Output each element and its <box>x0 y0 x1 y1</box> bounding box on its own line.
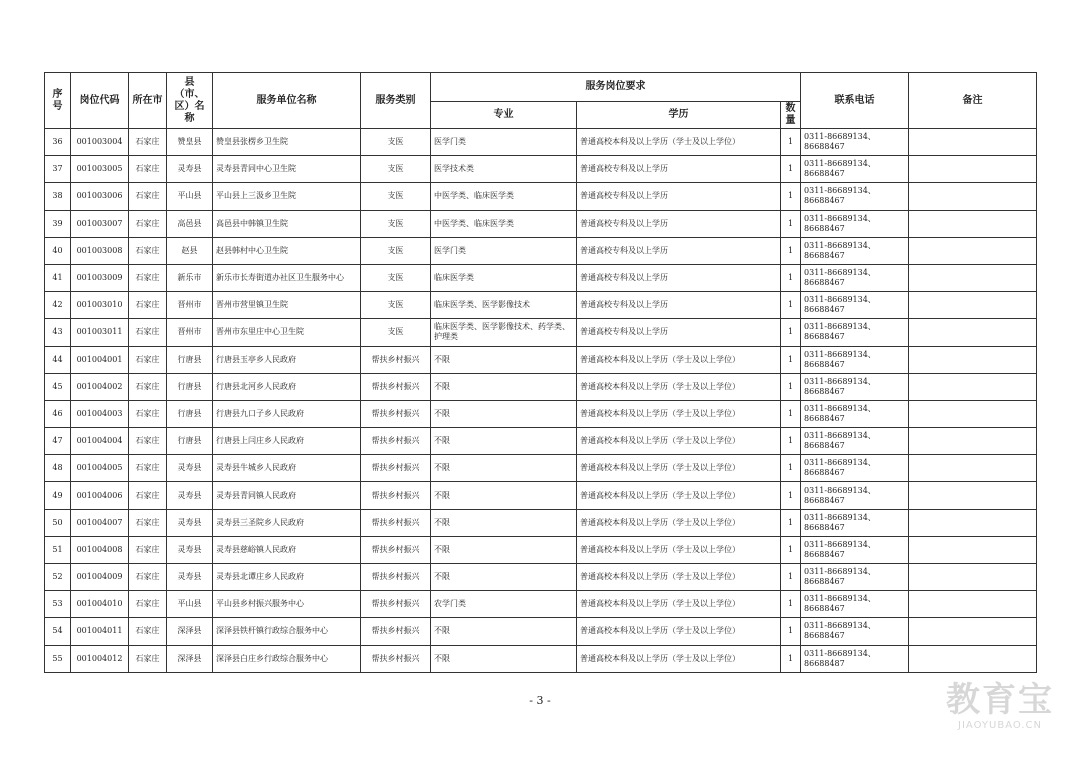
cell-code: 001004010 <box>71 591 129 618</box>
cell-county: 高邑县 <box>167 210 213 237</box>
cell-code: 001003009 <box>71 264 129 291</box>
cell-quantity: 1 <box>781 645 801 672</box>
cell-remark <box>909 210 1037 237</box>
cell-city: 石家庄 <box>129 292 167 319</box>
cell-education: 普通高校专科及以上学历 <box>577 156 781 183</box>
cell-county: 赞皇县 <box>167 129 213 156</box>
cell-county: 灵寿县 <box>167 455 213 482</box>
cell-remark <box>909 564 1037 591</box>
cell-education: 普通高校本科及以上学历（学士及以上学位） <box>577 373 781 400</box>
cell-seq: 36 <box>45 129 71 156</box>
cell-phone: 0311-86689134、86688467 <box>801 428 909 455</box>
table-row <box>45 264 1037 291</box>
cell-quantity: 1 <box>781 373 801 400</box>
cell-seq: 48 <box>45 455 71 482</box>
cell-major: 不限 <box>431 428 577 455</box>
cell-category: 帮扶乡村振兴 <box>361 591 431 618</box>
cell-quantity: 1 <box>781 129 801 156</box>
cell-quantity: 1 <box>781 156 801 183</box>
cell-remark <box>909 645 1037 672</box>
cell-county: 灵寿县 <box>167 564 213 591</box>
cell-city: 石家庄 <box>129 183 167 210</box>
cell-remark <box>909 183 1037 210</box>
cell-education: 普通高校本科及以上学历（学士及以上学位） <box>577 400 781 427</box>
header-major: 专业 <box>431 102 577 129</box>
cell-code: 001003011 <box>71 319 129 346</box>
table-row <box>45 645 1037 672</box>
cell-category: 支医 <box>361 210 431 237</box>
cell-phone: 0311-86689134、86688467 <box>801 564 909 591</box>
cell-major: 医学门类 <box>431 237 577 264</box>
cell-city: 石家庄 <box>129 373 167 400</box>
cell-remark <box>909 319 1037 346</box>
cell-county: 灵寿县 <box>167 156 213 183</box>
cell-city: 石家庄 <box>129 400 167 427</box>
cell-phone: 0311-86689134、86688467 <box>801 482 909 509</box>
cell-seq: 54 <box>45 618 71 645</box>
cell-unit: 平山县上三汲乡卫生院 <box>213 183 361 210</box>
cell-quantity: 1 <box>781 292 801 319</box>
cell-remark <box>909 292 1037 319</box>
cell-major: 医学技术类 <box>431 156 577 183</box>
cell-phone: 0311-86689134、86688487 <box>801 645 909 672</box>
header-city: 所在市 <box>129 73 167 129</box>
cell-major: 中医学类、临床医学类 <box>431 210 577 237</box>
cell-quantity: 1 <box>781 346 801 373</box>
cell-phone: 0311-86689134、86688467 <box>801 400 909 427</box>
cell-category: 支医 <box>361 237 431 264</box>
cell-code: 001004001 <box>71 346 129 373</box>
cell-remark <box>909 237 1037 264</box>
watermark-brand: 教育宝 <box>946 680 1054 720</box>
table-body <box>45 129 1037 673</box>
cell-education: 普通高校专科及以上学历 <box>577 183 781 210</box>
cell-category: 帮扶乡村振兴 <box>361 645 431 672</box>
cell-quantity: 1 <box>781 428 801 455</box>
cell-city: 石家庄 <box>129 237 167 264</box>
cell-major: 临床医学类 <box>431 264 577 291</box>
cell-phone: 0311-86689134、86688467 <box>801 591 909 618</box>
cell-quantity: 1 <box>781 455 801 482</box>
cell-remark <box>909 346 1037 373</box>
header-county: 县（市、区）名称 <box>167 73 213 129</box>
cell-code: 001004005 <box>71 455 129 482</box>
cell-unit: 灵寿县青同镇人民政府 <box>213 482 361 509</box>
cell-seq: 37 <box>45 156 71 183</box>
cell-city: 石家庄 <box>129 482 167 509</box>
table-row <box>45 373 1037 400</box>
cell-category: 支医 <box>361 319 431 346</box>
cell-city: 石家庄 <box>129 156 167 183</box>
table-row <box>45 428 1037 455</box>
table-row <box>45 183 1037 210</box>
cell-code: 001004002 <box>71 373 129 400</box>
cell-remark <box>909 428 1037 455</box>
cell-major: 不限 <box>431 346 577 373</box>
cell-unit: 行唐县玉亭乡人民政府 <box>213 346 361 373</box>
cell-unit: 深泽县白庄乡行政综合服务中心 <box>213 645 361 672</box>
cell-unit: 灵寿县青同中心卫生院 <box>213 156 361 183</box>
cell-major: 不限 <box>431 373 577 400</box>
cell-quantity: 1 <box>781 591 801 618</box>
cell-unit: 赞皇县张楞乡卫生院 <box>213 129 361 156</box>
cell-seq: 43 <box>45 319 71 346</box>
table-row <box>45 400 1037 427</box>
cell-major: 医学门类 <box>431 129 577 156</box>
cell-quantity: 1 <box>781 237 801 264</box>
cell-code: 001004008 <box>71 536 129 563</box>
cell-education: 普通高校本科及以上学历（学士及以上学位） <box>577 536 781 563</box>
cell-city: 石家庄 <box>129 645 167 672</box>
cell-seq: 45 <box>45 373 71 400</box>
cell-phone: 0311-86689134、86688467 <box>801 346 909 373</box>
cell-unit: 灵寿县北谭庄乡人民政府 <box>213 564 361 591</box>
cell-category: 支医 <box>361 156 431 183</box>
cell-category: 帮扶乡村振兴 <box>361 618 431 645</box>
cell-code: 001003008 <box>71 237 129 264</box>
cell-county: 新乐市 <box>167 264 213 291</box>
table-row <box>45 536 1037 563</box>
table-row <box>45 292 1037 319</box>
cell-phone: 0311-86689134、86688467 <box>801 509 909 536</box>
cell-education: 普通高校专科及以上学历 <box>577 264 781 291</box>
cell-quantity: 1 <box>781 482 801 509</box>
table-row <box>45 618 1037 645</box>
cell-county: 赵县 <box>167 237 213 264</box>
cell-county: 行唐县 <box>167 373 213 400</box>
cell-code: 001004003 <box>71 400 129 427</box>
table-row <box>45 509 1037 536</box>
cell-major: 不限 <box>431 482 577 509</box>
cell-phone: 0311-86689134、86688467 <box>801 373 909 400</box>
table-row <box>45 455 1037 482</box>
cell-unit: 新乐市长寿街道办社区卫生服务中心 <box>213 264 361 291</box>
cell-code: 001003007 <box>71 210 129 237</box>
cell-education: 普通高校本科及以上学历（学士及以上学位） <box>577 509 781 536</box>
watermark-logo <box>930 680 1070 732</box>
cell-category: 支医 <box>361 183 431 210</box>
cell-remark <box>909 400 1037 427</box>
cell-major: 农学门类 <box>431 591 577 618</box>
header-requirements: 服务岗位要求 <box>431 73 801 102</box>
cell-city: 石家庄 <box>129 564 167 591</box>
cell-education: 普通高校本科及以上学历（学士及以上学位） <box>577 645 781 672</box>
header-seq: 序号 <box>45 73 71 129</box>
cell-unit: 赵县韩村中心卫生院 <box>213 237 361 264</box>
header-phone: 联系电话 <box>801 73 909 129</box>
cell-unit: 深泽县铁杆镇行政综合服务中心 <box>213 618 361 645</box>
cell-seq: 38 <box>45 183 71 210</box>
cell-quantity: 1 <box>781 509 801 536</box>
cell-county: 灵寿县 <box>167 482 213 509</box>
header-education: 学历 <box>577 102 781 129</box>
cell-unit: 行唐县九口子乡人民政府 <box>213 400 361 427</box>
cell-major: 不限 <box>431 455 577 482</box>
table-row <box>45 210 1037 237</box>
cell-major: 不限 <box>431 618 577 645</box>
cell-remark <box>909 536 1037 563</box>
cell-category: 帮扶乡村振兴 <box>361 455 431 482</box>
cell-phone: 0311-86689134、86688467 <box>801 319 909 346</box>
cell-phone: 0311-86689134、86688467 <box>801 455 909 482</box>
cell-major: 中医学类、临床医学类 <box>431 183 577 210</box>
cell-remark <box>909 455 1037 482</box>
cell-unit: 行唐县上闫庄乡人民政府 <box>213 428 361 455</box>
cell-seq: 49 <box>45 482 71 509</box>
cell-major: 不限 <box>431 645 577 672</box>
cell-remark <box>909 618 1037 645</box>
cell-code: 001004012 <box>71 645 129 672</box>
header-remark: 备注 <box>909 73 1037 129</box>
cell-city: 石家庄 <box>129 346 167 373</box>
cell-county: 平山县 <box>167 591 213 618</box>
cell-category: 支医 <box>361 292 431 319</box>
table-row <box>45 129 1037 156</box>
cell-code: 001004004 <box>71 428 129 455</box>
cell-phone: 0311-86689134、86688467 <box>801 237 909 264</box>
cell-county: 晋州市 <box>167 292 213 319</box>
cell-city: 石家庄 <box>129 129 167 156</box>
cell-phone: 0311-86689134、86688467 <box>801 536 909 563</box>
cell-county: 深泽县 <box>167 618 213 645</box>
cell-major: 不限 <box>431 536 577 563</box>
table-row <box>45 482 1037 509</box>
cell-unit: 晋州市东里庄中心卫生院 <box>213 319 361 346</box>
cell-code: 001003006 <box>71 183 129 210</box>
cell-city: 石家庄 <box>129 210 167 237</box>
cell-city: 石家庄 <box>129 618 167 645</box>
cell-city: 石家庄 <box>129 428 167 455</box>
cell-education: 普通高校专科及以上学历 <box>577 292 781 319</box>
cell-remark <box>909 482 1037 509</box>
table-row <box>45 237 1037 264</box>
cell-quantity: 1 <box>781 400 801 427</box>
cell-major: 临床医学类、医学影像技术、药学类、护理类 <box>431 319 577 346</box>
cell-education: 普通高校本科及以上学历（学士及以上学位） <box>577 564 781 591</box>
cell-quantity: 1 <box>781 536 801 563</box>
cell-seq: 39 <box>45 210 71 237</box>
cell-unit: 灵寿县三圣院乡人民政府 <box>213 509 361 536</box>
header-unit: 服务单位名称 <box>213 73 361 129</box>
cell-unit: 高邑县中韩镇卫生院 <box>213 210 361 237</box>
cell-remark <box>909 129 1037 156</box>
cell-code: 001003004 <box>71 129 129 156</box>
cell-seq: 50 <box>45 509 71 536</box>
header-code: 岗位代码 <box>71 73 129 129</box>
cell-category: 帮扶乡村振兴 <box>361 400 431 427</box>
cell-code: 001004009 <box>71 564 129 591</box>
cell-education: 普通高校本科及以上学历（学士及以上学位） <box>577 428 781 455</box>
cell-category: 支医 <box>361 129 431 156</box>
table-row <box>45 591 1037 618</box>
cell-seq: 41 <box>45 264 71 291</box>
cell-city: 石家庄 <box>129 455 167 482</box>
cell-major: 临床医学类、医学影像技术 <box>431 292 577 319</box>
positions-table <box>44 72 1037 673</box>
header-category: 服务类别 <box>361 73 431 129</box>
cell-county: 灵寿县 <box>167 536 213 563</box>
cell-unit: 灵寿县慈峪镇人民政府 <box>213 536 361 563</box>
cell-phone: 0311-86689134、86688467 <box>801 264 909 291</box>
cell-unit: 平山县乡村振兴服务中心 <box>213 591 361 618</box>
cell-code: 001003005 <box>71 156 129 183</box>
page-number: - 3 - <box>529 694 551 707</box>
cell-category: 帮扶乡村振兴 <box>361 482 431 509</box>
cell-quantity: 1 <box>781 210 801 237</box>
cell-phone: 0311-86689134、86688467 <box>801 183 909 210</box>
cell-remark <box>909 509 1037 536</box>
cell-county: 深泽县 <box>167 645 213 672</box>
cell-education: 普通高校专科及以上学历 <box>577 210 781 237</box>
cell-remark <box>909 373 1037 400</box>
cell-seq: 51 <box>45 536 71 563</box>
cell-education: 普通高校本科及以上学历（学士及以上学位） <box>577 346 781 373</box>
cell-education: 普通高校本科及以上学历（学士及以上学位） <box>577 455 781 482</box>
cell-quantity: 1 <box>781 264 801 291</box>
cell-seq: 46 <box>45 400 71 427</box>
cell-category: 帮扶乡村振兴 <box>361 564 431 591</box>
cell-city: 石家庄 <box>129 264 167 291</box>
cell-phone: 0311-86689134、86688467 <box>801 129 909 156</box>
table-row <box>45 319 1037 346</box>
header-quantity: 数量 <box>781 102 801 129</box>
cell-seq: 44 <box>45 346 71 373</box>
cell-phone: 0311-86689134、86688467 <box>801 156 909 183</box>
cell-unit: 行唐县北河乡人民政府 <box>213 373 361 400</box>
cell-remark <box>909 591 1037 618</box>
table-row <box>45 156 1037 183</box>
cell-seq: 40 <box>45 237 71 264</box>
cell-major: 不限 <box>431 400 577 427</box>
cell-education: 普通高校本科及以上学历（学士及以上学位） <box>577 129 781 156</box>
cell-category: 帮扶乡村振兴 <box>361 373 431 400</box>
cell-county: 晋州市 <box>167 319 213 346</box>
cell-education: 普通高校本科及以上学历（学士及以上学位） <box>577 618 781 645</box>
cell-category: 帮扶乡村振兴 <box>361 428 431 455</box>
cell-quantity: 1 <box>781 564 801 591</box>
cell-education: 普通高校专科及以上学历 <box>577 237 781 264</box>
table-row <box>45 564 1037 591</box>
cell-quantity: 1 <box>781 618 801 645</box>
cell-county: 行唐县 <box>167 346 213 373</box>
cell-unit: 晋州市营里镇卫生院 <box>213 292 361 319</box>
cell-code: 001004011 <box>71 618 129 645</box>
cell-remark <box>909 264 1037 291</box>
cell-seq: 55 <box>45 645 71 672</box>
cell-major: 不限 <box>431 564 577 591</box>
cell-quantity: 1 <box>781 183 801 210</box>
cell-city: 石家庄 <box>129 536 167 563</box>
cell-education: 普通高校本科及以上学历（学士及以上学位） <box>577 482 781 509</box>
cell-code: 001004006 <box>71 482 129 509</box>
cell-city: 石家庄 <box>129 319 167 346</box>
cell-category: 帮扶乡村振兴 <box>361 346 431 373</box>
cell-major: 不限 <box>431 509 577 536</box>
cell-seq: 53 <box>45 591 71 618</box>
table-row <box>45 346 1037 373</box>
cell-code: 001004007 <box>71 509 129 536</box>
cell-category: 帮扶乡村振兴 <box>361 536 431 563</box>
cell-county: 平山县 <box>167 183 213 210</box>
cell-county: 灵寿县 <box>167 509 213 536</box>
cell-city: 石家庄 <box>129 591 167 618</box>
cell-remark <box>909 156 1037 183</box>
cell-unit: 灵寿县牛城乡人民政府 <box>213 455 361 482</box>
cell-seq: 52 <box>45 564 71 591</box>
cell-category: 支医 <box>361 264 431 291</box>
cell-phone: 0311-86689134、86688467 <box>801 292 909 319</box>
cell-quantity: 1 <box>781 319 801 346</box>
cell-education: 普通高校本科及以上学历（学士及以上学位） <box>577 591 781 618</box>
cell-phone: 0311-86689134、86688467 <box>801 210 909 237</box>
cell-education: 普通高校专科及以上学历 <box>577 319 781 346</box>
watermark-domain: JIAOYUBAO.CN <box>958 720 1042 731</box>
cell-county: 行唐县 <box>167 428 213 455</box>
cell-seq: 47 <box>45 428 71 455</box>
cell-seq: 42 <box>45 292 71 319</box>
cell-code: 001003010 <box>71 292 129 319</box>
cell-city: 石家庄 <box>129 509 167 536</box>
cell-phone: 0311-86689134、86688467 <box>801 618 909 645</box>
cell-category: 帮扶乡村振兴 <box>361 509 431 536</box>
cell-county: 行唐县 <box>167 400 213 427</box>
